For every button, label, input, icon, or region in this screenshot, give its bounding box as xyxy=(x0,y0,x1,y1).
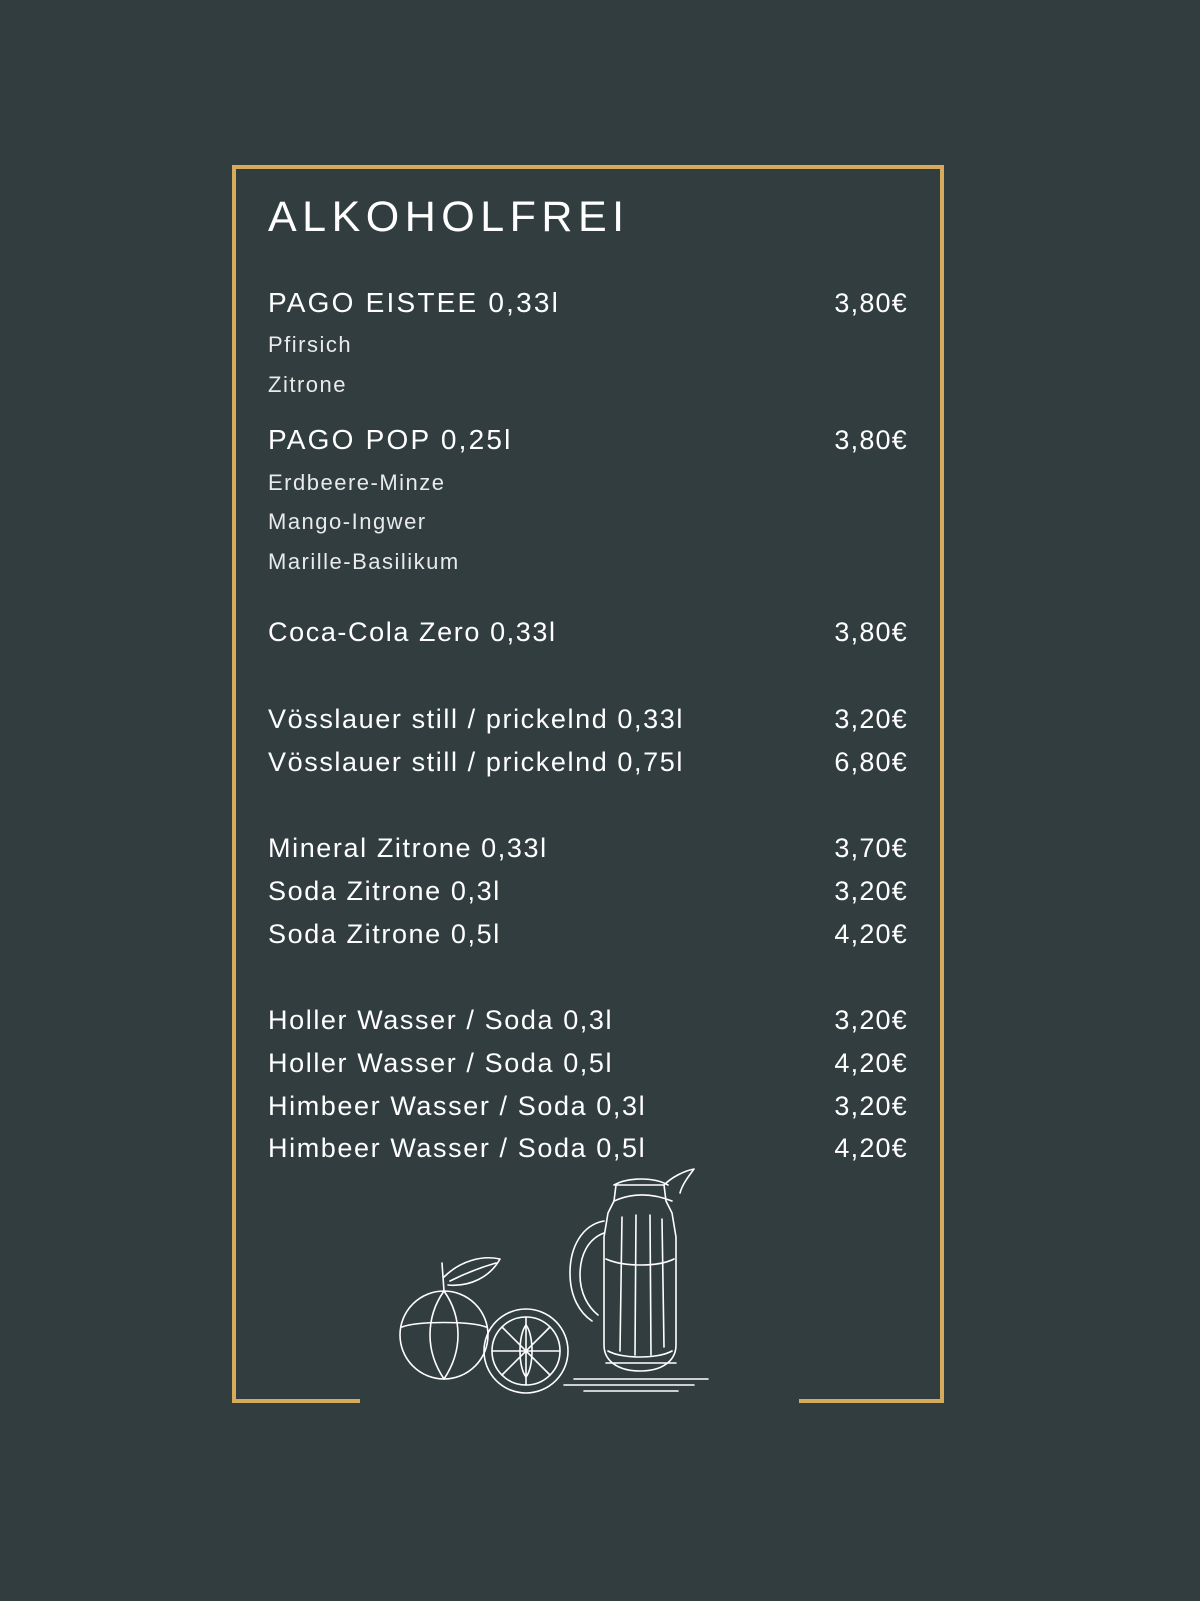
menu-item-price: 4,20€ xyxy=(834,1048,908,1079)
menu-item-row xyxy=(268,741,908,784)
menu-item-price: 3,20€ xyxy=(834,876,908,907)
menu-item-name: Vösslauer still / prickelnd 0,75l xyxy=(268,746,684,777)
menu-item-row xyxy=(268,418,908,462)
menu-item-price: 3,20€ xyxy=(834,1090,908,1121)
spacer xyxy=(268,955,908,999)
card-border-bottom-right xyxy=(799,1399,944,1403)
menu-item-price: 3,80€ xyxy=(834,617,908,648)
menu-item-price: 3,70€ xyxy=(834,833,908,864)
menu-item-row xyxy=(268,870,908,913)
menu-item-name: Soda Zitrone 0,3l xyxy=(268,876,501,907)
menu-item-row xyxy=(268,1127,908,1170)
menu-item-row xyxy=(268,827,908,870)
menu-item-name: Soda Zitrone 0,5l xyxy=(268,918,501,949)
page-title: ALKOHOLFREI xyxy=(268,193,630,241)
card-border-left xyxy=(232,165,236,1403)
menu-item-price: 3,80€ xyxy=(834,425,908,456)
menu-item-name: Holler Wasser / Soda 0,5l xyxy=(268,1048,614,1079)
menu-group-mineral-soda xyxy=(268,827,908,955)
menu-item-row xyxy=(268,281,908,325)
menu-group-pago-pop xyxy=(268,418,908,581)
menu-item-row xyxy=(268,999,908,1042)
menu-item-variant: Mango-Ingwer xyxy=(268,509,427,535)
menu-group-voesslauer xyxy=(268,698,908,783)
pitcher-and-citrus-illustration xyxy=(232,1155,944,1425)
menu-group-cola xyxy=(268,611,908,654)
spacer xyxy=(268,783,908,827)
menu-item-row xyxy=(268,1085,908,1128)
menu-item-price: 6,80€ xyxy=(834,746,908,777)
menu-card xyxy=(232,165,944,1403)
spacer xyxy=(268,404,908,418)
menu-item-row xyxy=(268,698,908,741)
menu-item-name: Vösslauer still / prickelnd 0,33l xyxy=(268,704,684,735)
menu-item-name: Holler Wasser / Soda 0,3l xyxy=(268,1005,614,1036)
menu-item-row xyxy=(268,1042,908,1085)
menu-item-name: PAGO EISTEE 0,33l xyxy=(268,287,561,318)
menu-item-row xyxy=(268,913,908,956)
menu-content xyxy=(268,193,908,1170)
menu-item-name: PAGO POP 0,25l xyxy=(268,424,513,456)
menu-group-pago-eistee xyxy=(268,281,908,404)
card-border-bottom-left xyxy=(232,1399,360,1403)
menu-item-name: Coca-Cola Zero 0,33l xyxy=(268,617,557,648)
spacer xyxy=(268,654,908,698)
menu-item-name: Himbeer Wasser / Soda 0,3l xyxy=(268,1090,647,1121)
spacer xyxy=(268,581,908,611)
menu-item-variant: Zitrone xyxy=(268,371,347,397)
card-border-top xyxy=(232,165,944,169)
menu-item-variant: Pfirsich xyxy=(268,332,353,358)
menu-item-variant: Marille-Basilikum xyxy=(268,548,460,574)
menu-group-holler-himbeer xyxy=(268,999,908,1170)
menu-item-row xyxy=(268,611,908,654)
menu-item-price: 3,20€ xyxy=(834,704,908,735)
menu-item-price: 4,20€ xyxy=(834,918,908,949)
card-border-right xyxy=(940,165,944,1403)
menu-item-price: 4,20€ xyxy=(834,1133,908,1164)
menu-item-price: 3,80€ xyxy=(834,288,908,318)
menu-item-variant: Erdbeere-Minze xyxy=(268,469,446,495)
menu-item-name: Mineral Zitrone 0,33l xyxy=(268,833,548,864)
menu-item-name: Himbeer Wasser / Soda 0,5l xyxy=(268,1133,647,1164)
menu-item-price: 3,20€ xyxy=(834,1005,908,1036)
